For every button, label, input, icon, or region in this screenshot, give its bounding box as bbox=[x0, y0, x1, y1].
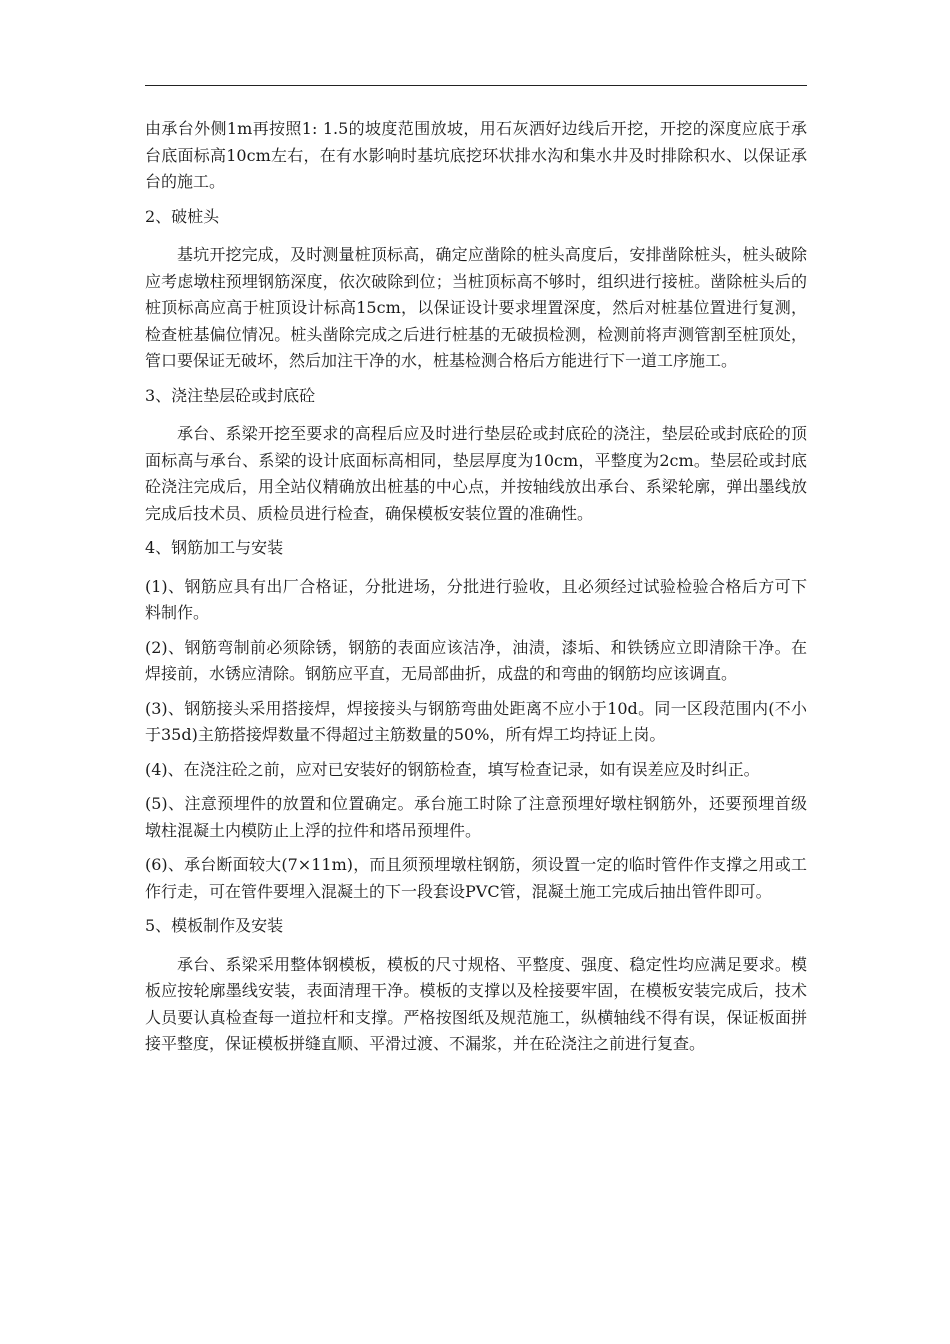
section-heading-formwork: 5、模板制作及安装 bbox=[145, 916, 284, 935]
paragraph-slope-excavation: 由承台外侧1m再按照1: 1.5的坡度范围放坡，用石灰洒好边线后开挖，开挖的深度应底于承台底面标高10cm左右，在有水影响时基坑底挖环状排水沟和集水井及时排除积水、以保证承台的施工。 bbox=[145, 119, 807, 191]
section-heading-rebar: 4、钢筋加工与安装 bbox=[145, 538, 284, 557]
list-item-rebar-1: (1)、钢筋应具有出厂合格证，分批进场，分批进行验收，且必须经过试验检验合格后方可下料制作。 bbox=[145, 576, 807, 622]
list-item-rebar-3: (3)、钢筋接头采用搭接焊，焊接接头与钢筋弯曲处距离不应小于10d。同一区段范围内(不小于35d)主筋搭接焊数量不得超过主筋数量的50%，所有焊工均持证上岗。 bbox=[145, 698, 807, 744]
document-body bbox=[145, 116, 807, 1066]
section-heading-pile-head: 2、破桩头 bbox=[145, 206, 220, 226]
section-heading-cushion-concrete: 3、浇注垫层砼或封底砼 bbox=[145, 385, 316, 405]
paragraph-pile-head: 基坑开挖完成，及时测量桩顶标高，确定应凿除的桩头高度后，安排凿除桩头，桩头破除应考虑墩柱预埋钢筋深度，依次破除到位；当桩顶标高不够时，组织进行接桩。凿除桩头后的桩顶标高应高于桩顶设计标高15cm，以保证设计要求埋置深度，然后对桩基位置进行复测，检查桩基偏位情况。桩头凿除完成之后进行桩基的无破损检测，检测前将声测管割至桩顶处，管口要保证无破坏，然后加注干净的水，桩基检测合格后方能进行下一道工序施工。 bbox=[145, 245, 807, 370]
list-item-rebar-4: (4)、在浇注砼之前，应对已安装好的钢筋检查，填写检查记录，如有误差应及时纠正。 bbox=[145, 759, 760, 779]
list-item-rebar-2: (2)、钢筋弯制前必须除锈，钢筋的表面应该洁净，油渍，漆垢、和铁锈应立即清除干净。在焊接前，水锈应清除。钢筋应平直，无局部曲折，成盘的和弯曲的钢筋均应该调直。 bbox=[145, 637, 807, 683]
list-item-rebar-5: (5)、注意预埋件的放置和位置确定。承台施工时除了注意预埋好墩柱钢筋外，还要预埋首级墩柱混凝土内模防止上浮的拉件和塔吊预埋件。 bbox=[145, 794, 807, 840]
paragraph-cushion-concrete: 承台、系梁开挖至要求的高程后应及时进行垫层砼或封底砼的浇注，垫层砼或封底砼的顶面标高与承台、系梁的设计底面标高相同，垫层厚度为10cm，平整度为2cm。垫层砼或封底砼浇注完成后，用全站仪精确放出桩基的中心点，并按轴线放出承台、系梁轮廓，弹出墨线放完成后技术员、质检员进行检查，确保模板安装位置的准确性。 bbox=[145, 424, 807, 523]
list-item-rebar-6: (6)、承台断面较大(7×11m)，而且须预埋墩柱钢筋，须设置一定的临时管件作支撑之用或工作行走，可在管件要埋入混凝土的下一段套设PVC管，混凝土施工完成后抽出管件即可。 bbox=[145, 855, 807, 901]
paragraph-formwork: 承台、系梁采用整体钢模板，模板的尺寸规格、平整度、强度、稳定性均应满足要求。模板应按轮廓墨线安装，表面清理干净。模板的支撑以及栓接要牢固，在模板安装完成后，技术人员要认真检查每一道拉杆和支撑。严格按图纸及规范施工，纵横轴线不得有误，保证板面拼接平整度，保证模板拼缝直顺、平滑过渡、不漏浆，并在砼浇注之前进行复查。 bbox=[145, 954, 807, 1053]
header-rule bbox=[145, 85, 807, 86]
